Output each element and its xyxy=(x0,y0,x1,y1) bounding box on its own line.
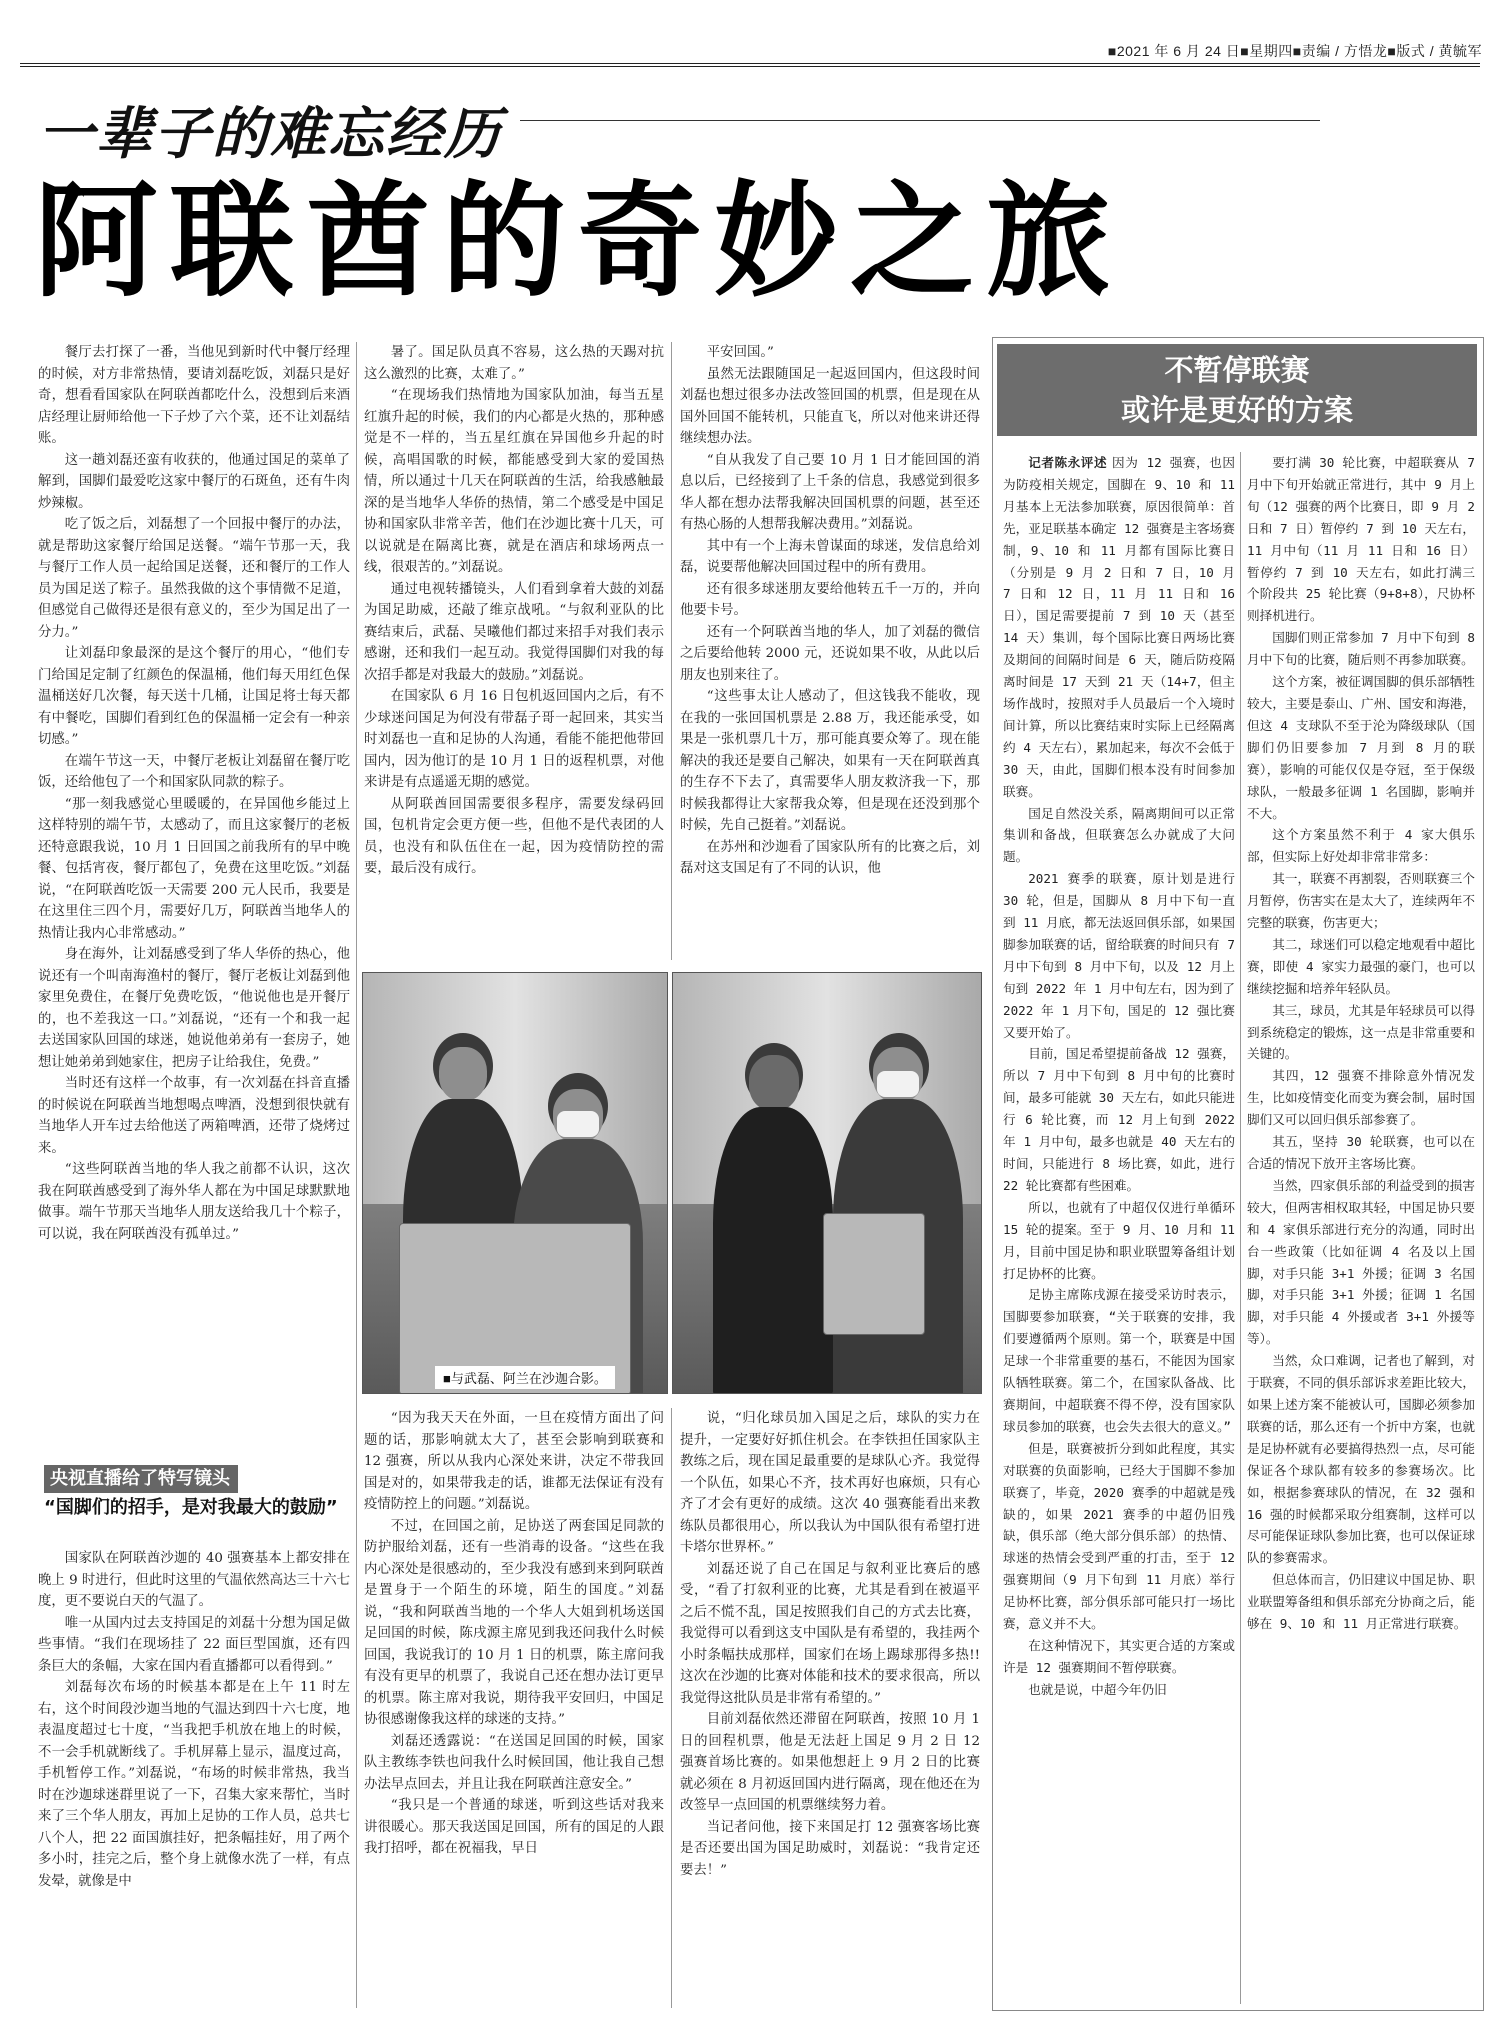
paragraph: 让刘磊印象最深的是这个餐厅的用心，“他们专门给国足定制了红颜色的保温桶，他们每天用红色保温桶送好几次餐，每天送十几桶，让国足将士每天都有中餐吃，国脚们看到红色的保温桶一定会有一种亲切感。” xyxy=(38,646,350,747)
paragraph: “在现场我们热情地为国家队加油，每当五星红旗升起的时候，我们的内心都是火热的，那种感觉是不一样的，当五星红旗在异国他乡升起的时候，高唱国歌的时候，都能感受到大家的爱国热情，所以通过十几天在阿联酋的生活，给我感触最深的是当地华人华侨的热情，第二个感受是中国足协和国家队非常辛苦，他们在沙迦比赛十几天，可以说就是在隔离比赛，就是在酒店和球场两点一线，很艰苦的。”刘磊说。 xyxy=(364,388,664,575)
paragraph: “这些事太让人感动了，但这钱我不能收，现在我的一张回国机票是 2.88 万，我还能承受，如果是一张机票几十万，那可能真要众筹了。现在能解决的我还是要自己解决，如果有一天在阿联酋真的生存不下去了，真需要华人朋友救济我一下，那时候我都得让大家帮我众筹，但是现在还没到那个时候，先自己挺着。”刘磊说。 xyxy=(680,689,980,833)
paragraph: 从阿联酋回国需要很多程序，需要发绿码回国，包机肯定会更方便一些，但他不是代表团的人员，也没有和队伍住在一起，因为疫情防控的需要，最后没有成行。 xyxy=(364,796,664,876)
paragraph: 国足自然没关系，隔离期间可以正常集训和备战，但联赛怎么办就成了大问题。 xyxy=(1003,805,1235,865)
paragraph: 其五，坚持 30 轮联赛，也可以在合适的情况下放开主客场比赛。 xyxy=(1247,1134,1475,1171)
paragraph: 目前刘磊依然还滞留在阿联酋，按照 10 月 1 日的回程机票，他是无法赶上国足 9 月 2 日 12 强赛首场比赛的。如果他想赶上 9 月 2 日的比赛就必须在 8 月初返回国内进行隔离，现在他还在为改签早一点回国的机票继续努力着。 xyxy=(680,1712,980,1813)
paragraph: 目前，国足希望提前备战 12 强赛，所以 7 月中下旬到 8 月中旬的比赛时间，最多可能就 30 天左右，如此只能进行 6 轮比赛，而 12 月上旬到 2022 年 1 月中旬，最多也就是 40 天左右的时间，只能进行 8 场比赛，如此，进行 22 轮比赛都有些困难。 xyxy=(1003,1046,1235,1193)
paragraph: 这一趟刘磊还蛮有收获的，他通过国足的菜单了解到，国脚们最爱吃这家中餐厅的石斑鱼，还有牛肉炒辣椒。 xyxy=(38,452,350,511)
column-rule xyxy=(671,1408,672,2008)
paragraph: 还有一个阿联酋当地的华人，加了刘磊的微信之后要给他转 2000 元，还说如果不收，从此以后朋友也别来往了。 xyxy=(680,624,980,683)
headline: 阿联酋的奇妙之旅 xyxy=(34,170,1123,314)
column-rule xyxy=(356,342,357,2008)
sidebar-column-a xyxy=(1003,452,1235,2004)
paragraph: “我只是一个普通的球迷，听到这些话对我来讲很暖心。那天我送国足回国，所有的国足的人跟我打招呼，都在祝福我，早日 xyxy=(364,1798,664,1856)
photo-caption: ■与武磊、阿兰在沙迦合影。 xyxy=(435,1366,615,1389)
person-figure xyxy=(713,1043,833,1393)
paragraph: 但总体而言，仍旧建议中国足协、职业联盟筹备组和俱乐部充分协商之后，能够在 9、10 和 11 月正常进行联赛。 xyxy=(1247,1572,1475,1632)
paragraph: 虽然无法跟随国足一起返回国内，但这段时间刘磊也想过很多办法改签回国的机票，但是现在从国外回国不能转机，只能直飞，所以对他来讲还得继续想办法。 xyxy=(680,366,980,446)
paragraph: 记者陈永评述 因为 12 强赛，也因为防疫相关规定，国脚在 9、10 和 11 月基本上无法参加联赛，原因很简单：首先，亚足联基本确定 12 强赛是主客场赛制，9、10 和 11 月都有国际比赛日（分别是 9 月 2 日和 7 日，10 月 7 日和 12 日，11 月 11 日和 16 日），国足需要提前 7 到 10 天（甚至 14 天）集训，每个国际比赛日两场比赛及期间的间隔时间是 6 天，随后防疫隔离时间是 17 天到 21 天（14+7，但主场作战时，按照对手人员最后一个入境时间计算，所以比赛结束时实际上已经隔离约 4 天左右），累加起来，每次不会低于 30 天，由此，国脚们根本没有时间参加联赛。 xyxy=(1003,455,1235,799)
paragraph: 还有很多球迷朋友要给他转五千一万的，并向他要卡号。 xyxy=(680,581,980,618)
column-rule xyxy=(1240,452,1241,2004)
kicker: 一辈子的难忘经历 xyxy=(38,101,502,167)
top-rule xyxy=(20,63,1480,67)
paragraph: 刘磊还透露说：“在送国足回国的时候，国家队主教练李铁也问我什么时候回国，他让我自己想办法早点回去，并且让我在阿联酋注意安全。” xyxy=(364,1733,664,1792)
paragraph: 说，“归化球员加入国足之后，球队的实力在提升，一定要好好抓住机会。在李铁担任国家队主教练之后，现在国足最重要的是球队心齐。我觉得一个队伍，如果心不齐，技术再好也麻烦，只有心齐了才会有更好的成绩。这次 40 强赛能看出来教练队员都很用心，所以我认为中国队很有希望打进卡塔尔世界杯。” xyxy=(680,1411,980,1555)
paragraph: 当然，四家俱乐部的利益受到的损害较大，但两害相权取其轻，中国足协只要和 4 家俱乐部进行充分的沟通，同时出台一些政策（比如征调 4 名及以上国脚，对手只能 3+1 外援；征调 3 名国脚，对手只能 3+1 外援；征调 1 名国脚，对手只能 4 外援或者 3+1 外援等等）。 xyxy=(1247,1177,1475,1347)
paragraph: 要打满 30 轮比赛，中超联赛从 7 月中下旬开始就正常进行，其中 9 月上旬（12 强赛的两个比赛日，即 9 月 2 日和 7 日）暂停约 7 到 10 天左右，11 月中旬（11 月 11 日和 16 日）暂停约 7 到 10 天左右，如此打满三个阶段共 25 轮比赛（9+8+8），尺协杯则择机进行。 xyxy=(1247,455,1475,624)
paragraph: 其三，球员，尤其是年轻球员可以得到系统稳定的锻炼，这一点是非常重要和关键的。 xyxy=(1247,1002,1475,1062)
paragraph: 餐厅去打探了一番，当他见到新时代中餐厅经理的时候，对方非常热情，要请刘磊吃饭，刘磊只是好奇，想看看国家队在阿联酋都吃什么，没想到后来酒店经理让厨师给他一下子炒了六个菜，还不让刘磊结账。 xyxy=(38,345,350,446)
paragraph: 刘磊还说了自己在国足与叙利亚比赛后的感受，“看了打叙利亚的比赛，尤其是看到在被逼平之后不慌不乱，国足按照我们自己的方式去比赛，我觉得可以看到这支中国队是有希望的，我挂两个小时条幅扶成那样，国家们在场上踢球那得多热!!这次在沙迦的比赛对体能和技术的要求很高，所以我觉得这批队员是非常有希望的。” xyxy=(680,1561,980,1706)
paragraph: 唯一从国内过去支持国足的刘磊十分想为国足做些事情。“我们在现场挂了 22 面巨型国旗，还有四条巨大的条幅，大家在国内看直播都可以看得到。” xyxy=(38,1615,350,1674)
article-column-1b xyxy=(38,1548,350,2008)
paragraph: 2021 赛季的联赛，原计划是进行 30 轮，但是，国脚从 8 月中下旬一直到 11 月底，都无法返回俱乐部，如果国脚参加联赛的话，留给联赛的时间只有 7 月中下旬到 8 月中下旬，以及 12 月上旬到 2022 年 1 月中旬左右，因为到了 2022 年 1 月下旬，国足的 12 强比赛又要开始了。 xyxy=(1003,871,1235,1040)
byline: 记者陈永评述 xyxy=(1028,455,1113,470)
sidebar-column-b xyxy=(1247,452,1475,2004)
column-rule xyxy=(671,342,672,960)
paragraph: 在这种情况下，其实更合适的方案或许是 12 强赛期间不暂停联赛。 xyxy=(1003,1637,1235,1675)
sidebar-title-line-1: 不暂停联赛 xyxy=(1164,353,1310,387)
article-column-3b xyxy=(680,1408,980,2008)
paragraph: 其二，球迷们可以稳定地观看中超比赛，即使 4 家实力最强的豪门，也可以继续挖掘和培养年轻队员。 xyxy=(1247,936,1475,996)
subhead-band: 央视直播给了特写镜头 xyxy=(44,1465,238,1493)
sidebar-title-box xyxy=(997,344,1477,436)
paragraph: “这些阿联酋当地的华人我之前都不认识，这次我在阿联酋感受到了海外华人都在为中国足球默默地做事。端午节那天当地华人朋友送给我几十个粽子，可以说，我在阿联酋没有孤单过。” xyxy=(38,1162,350,1242)
paragraph: 国家队在阿联酋沙迦的 40 强赛基本上都安排在晚上 9 时进行，但此时这里的气温依然高达三十六七度，更不要说白天的气温了。 xyxy=(38,1551,350,1609)
dateline: ■2021 年 6 月 24 日■星期四■责编 / 方悟龙■版式 / 黄毓军 xyxy=(1107,43,1482,59)
subhead xyxy=(44,1465,356,1521)
sidebar-title-line-2: 或许是更好的方案 xyxy=(1120,393,1353,427)
paragraph: 当时还有这样一个故事，有一次刘磊在抖音直播的时候说在阿联酋当地想喝点啤酒，没想到很快就有当地华人开车过去给他送了两箱啤酒，还带了烧烤过来。 xyxy=(38,1076,350,1156)
paragraph: 其一，联赛不再割裂，否则联赛三个月暂停，伤害实在是太大了，连续两年不完整的联赛，伤害更大； xyxy=(1247,871,1475,931)
subhead-quote: “国脚们的招手，是对我最大的鼓励” xyxy=(44,1497,338,1518)
paragraph: 不过，在回国之前，足协送了两套国足同款的防护服给刘磊，还有一些消毒的设备。“这些在我内心深处是很感动的，至少我没有感到来到阿联酋是置身于一个陌生的环境，陌生的国度。”刘磊说，“我和阿联酋当地的一个华人大姐到机场送国足回国的时候，陈戌源主席见到我还问我什么时候回国，我说我订的 10 月 1 日的机票，陈主席问我有没有更早的机票了，我说自己还在想办法订更早的机票。陈主席对我说，期待我平安回归，中国足协很感谢像我这样的球迷的支持。” xyxy=(364,1518,664,1727)
paragraph: 暑了。国足队员真不容易，这么热的天踢对抗这么激烈的比赛，太难了。” xyxy=(364,345,664,382)
paragraph: 当然，众口难调，记者也了解到，对于联赛，不同的俱乐部诉求差距比较大，如果上述方案不能被认可，国脚必须参加联赛的话，那么还有一个折中方案，也就是足协杯就有必要搞得热烈一点，尽可能保证各个球队都有较多的参赛场次。比如，根据参赛球队的情况，在 32 强和 16 强的时候都采取分组赛制，这样可以尽可能保证球队参加比赛，也可以保证球队的参赛需求。 xyxy=(1247,1353,1475,1566)
paragraph: 吃了饭之后，刘磊想了一个回报中餐厅的办法，就是帮助这家餐厅给国足送餐。“端午节那一天，我与餐厅工作人员一起给国足送餐，还和餐厅的工作人员为国足送了粽子。虽然我做的这个事情微不足道，但感觉自己做得还是很有意义的，至少为国足出了一分力。” xyxy=(38,517,350,640)
paragraph: 通过电视转播镜头，人们看到拿着大鼓的刘磊为国足助威，还敲了维京战吼。“与叙利亚队的比赛结束后，武磊、吴曦他们都过来招手对我们表示感谢，还和我们一起互动。我觉得国脚们对我的每次招手都是对我最大的鼓励。”刘磊说。 xyxy=(364,581,664,683)
paragraph: 当记者问他，接下来国足打 12 强赛客场比赛是否还要出国为国足助威时，刘磊说：“我肯定还要去！” xyxy=(680,1819,980,1878)
article-column-3 xyxy=(680,342,980,960)
photo-right xyxy=(672,972,982,1394)
paragraph: 也就是说，中超今年仍旧 xyxy=(1028,1681,1167,1697)
kicker-rule xyxy=(520,120,1320,121)
paragraph: 这个方案虽然不利于 4 家大俱乐部，但实际上好处却非常非常多： xyxy=(1247,827,1475,865)
article-column-1 xyxy=(38,342,350,1454)
paragraph: 这个方案，被征调国脚的俱乐部牺牲较大，主要是泰山、广州、国安和海港，但这 4 支球队不至于沦为降级球队（国脚们仍旧要参加 7 月到 8 月的联赛），影响的可能仅仅是夺冠，至于保级球队，一般最多征调 1 名国脚，影响并不大。 xyxy=(1247,674,1475,821)
paragraph: 但是，联赛被折分到如此程度，其实对联赛的负面影响，已经大于国脚不参加联赛了，毕竟，2020 赛季的中超就是残缺的，如果 2021 赛季的中超仍旧残缺，俱乐部（绝大部分俱乐部）的热情、球迷的热情会受到严重的打击，至于 12 强赛期间（9 月下旬到 11 月底）举行足协杯比赛，部分俱乐部可能只打一场比赛，意义并不大。 xyxy=(1003,1440,1235,1632)
paragraph: 其中有一个上海未曾谋面的球迷，发信息给刘磊，说要帮他解决回国过程中的所有费用。 xyxy=(680,538,980,575)
article-column-2b xyxy=(364,1408,664,2008)
paragraph: 刘磊每次布场的时候基本都是在上午 11 时左右，这个时间段沙迦当地的气温达到四十六七度，地表温度超过七十度，“当我把手机放在地上的时候，不一会手机就断线了。手机屏幕上显示，温度过高，手机暂停工作。”刘磊说，“布场的时候非常热，我当时在沙迦球迷群里说了一下，召集大家来帮忙，当时来了三个华人朋友，再加上足协的工作人员，总共七八个人，把 22 面国旗挂好，把条幅挂好，用了两个多小时，挂完之后，整个身上就像水洗了一样，有点发晕，就像是中 xyxy=(38,1680,350,1889)
paragraph: 所以，也就有了中超仅仅进行单循环 15 轮的提案。至于 9 月、10 月和 11 月，目前中国足协和职业联盟筹备组计划打足协杯的比赛。 xyxy=(1003,1199,1235,1281)
paragraph: “自从我发了自己要 10 月 1 日才能回国的消息以后，已经接到了上千条的信息，我感觉到很多华人都在想办法帮我解决回国机票的问题，甚至还有热心肠的人想帮我解决费用。”刘磊说。 xyxy=(680,452,980,532)
paragraph: “因为我天天在外面，一旦在疫情方面出了问题的话，那影响就太大了，甚至会影响到联赛和 12 强赛，所以从我内心深处来讲，决定不带我回国是对的，如果带我走的话，谁都无法保证有没有疫情防控上的问题。”刘磊说。 xyxy=(364,1411,664,1512)
paragraph: 国脚们则正常参加 7 月中下旬到 8 月中下旬的比赛，随后则不再参加联赛。 xyxy=(1247,630,1475,668)
paragraph: 在端午节这一天，中餐厅老板让刘磊留在餐厅吃饭，还给他包了一个和国家队同款的粽子。 xyxy=(38,753,350,790)
paragraph: 身在海外，让刘磊感受到了华人华侨的热心，他说还有一个叫南海渔村的餐厅，餐厅老板让刘磊到他家里免费住，在餐厅免费吃饭，“他说他也是开餐厅的，也不差我这一口。”刘磊说，“还有一个和我一起去送国家队回国的球迷，她说他弟弟有一套房子，她想让她弟弟到她家住，把房子让给我住，免费。” xyxy=(38,947,350,1070)
signed-jersey xyxy=(823,1213,925,1335)
paragraph: “那一刻我感觉心里暖暖的，在异国他乡能过上这样特别的端午节，太感动了，而且这家餐厅的老板还特意跟我说，10 月 1 日回国之前我所有的早中晚餐、包括宵夜，餐厅都包了，免费在这里吃饭。”刘磊说，“在阿联酋吃饭一天需要 200 元人民币，我要是在这里住三四个月，需要好几万，阿联酋当地华人的热情让我内心非常感动。” xyxy=(38,796,350,941)
article-column-2 xyxy=(364,342,664,960)
paragraph: 平安回国。” xyxy=(706,345,774,360)
paragraph: 在苏州和沙迦看了国家队所有的比赛之后，刘磊对这支国足有了不同的认识，他 xyxy=(680,839,980,876)
paragraph: 在国家队 6 月 16 日包机返回国内之后，有不少球迷问国足为何没有带磊子哥一起回来，其实当时刘磊也一直和足协的人沟通，看能不能把他带回国内，因为他订的是 10 月 1 日的返程机票，对他来讲是有点遥遥无期的感觉。 xyxy=(364,689,664,790)
paragraph: 其四，12 强赛不排除意外情况发生，比如疫情变化而变为赛会制，届时国脚们又可以回归俱乐部参赛了。 xyxy=(1247,1068,1475,1128)
paragraph: 足协主席陈戌源在接受采访时表示，国脚要参加联赛，“关于联赛的安排，我们要遵循两个原则。第一个，联赛是中国足球一个非常重要的基石，不能因为国家队牺牲联赛。第二个，在国家队备战、比赛期间，中超联赛不得不停，没有国家队球员参加的联赛，也会失去很大的意义。” xyxy=(1003,1287,1235,1434)
photo-left xyxy=(362,972,668,1394)
